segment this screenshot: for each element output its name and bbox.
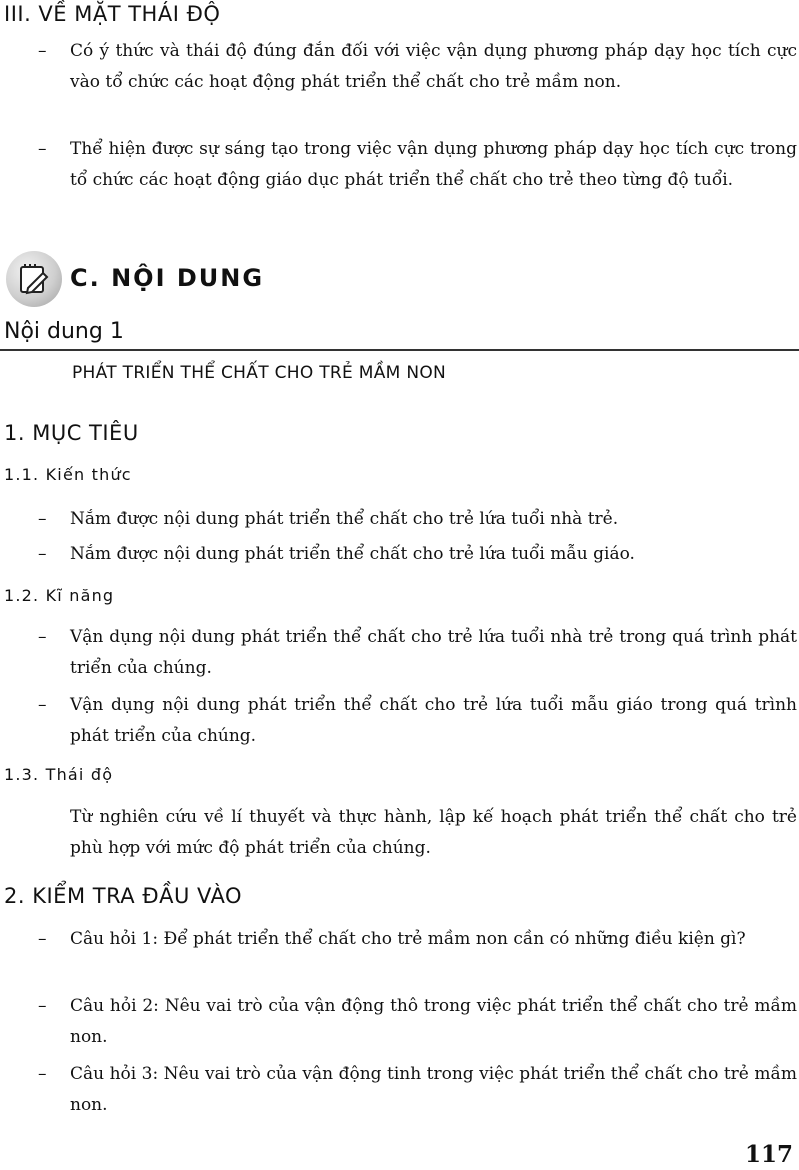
- dash-marker: –: [38, 996, 47, 1016]
- section-heading-entry-test: 2. KIỂM TRA ĐẦU VÀO: [4, 884, 243, 908]
- list-item-text: Câu hỏi 3: Nêu vai trò của vận động tinh trong việc phát triển thể chất cho trẻ mầm non.: [70, 1064, 797, 1115]
- list-item-text: Vận dụng nội dung phát triển thể chất cho trẻ lứa tuổi mẫu giáo trong quá trình phát triển của chúng.: [70, 695, 797, 746]
- list-item-text: Nắm được nội dung phát triển thể chất cho trẻ lứa tuổi mẫu giáo.: [70, 544, 635, 564]
- divider: [0, 349, 799, 351]
- subheading-attitude: 1.3. Thái độ: [4, 765, 114, 784]
- content-subtitle: PHÁT TRIỂN THỂ CHẤT CHO TRẺ MẦM NON: [72, 363, 447, 383]
- subheading-skills: 1.2. Kĩ năng: [4, 586, 115, 605]
- dash-marker: –: [38, 41, 47, 61]
- list-item-text: Thể hiện được sự sáng tạo trong việc vận dụng phương pháp dạy học tích cực trong tổ chức các hoạt động giáo dục phát triển thể chất cho trẻ theo từng độ tuổi.: [70, 139, 797, 190]
- subheading-knowledge: 1.1. Kiến thức: [4, 465, 132, 484]
- list-item-text: Câu hỏi 1: Để phát triển thể chất cho trẻ mầm non cần có những điều kiện gì?: [70, 929, 746, 949]
- dash-marker: –: [38, 695, 47, 715]
- content-title: Nội dung 1: [4, 319, 124, 344]
- dash-marker: –: [38, 544, 47, 564]
- dash-marker: –: [38, 509, 47, 529]
- dash-marker: –: [38, 627, 47, 647]
- section-heading-attitude: III. VỀ MẶT THÁI ĐỘ: [4, 2, 221, 26]
- dash-marker: –: [38, 139, 47, 159]
- notepad-pencil-icon: [6, 251, 62, 307]
- content-section-title: C. NỘI DUNG: [70, 264, 265, 292]
- section-heading-objectives: 1. MỤC TIÊU: [4, 421, 139, 445]
- attitude-paragraph: Từ nghiên cứu về lí thuyết và thực hành, lập kế hoạch phát triển thể chất cho trẻ phù hợp với mức độ phát triển của chúng.: [70, 807, 797, 858]
- list-item-text: Vận dụng nội dung phát triển thể chất cho trẻ lứa tuổi nhà trẻ trong quá trình phát triển của chúng.: [70, 627, 797, 678]
- dash-marker: –: [38, 1064, 47, 1084]
- list-item-text: Có ý thức và thái độ đúng đắn đối với việc vận dụng phương pháp dạy học tích cực vào tổ chức các hoạt động phát triển thể chất cho trẻ mầm non.: [70, 41, 797, 92]
- list-item-text: Nắm được nội dung phát triển thể chất cho trẻ lứa tuổi nhà trẻ.: [70, 509, 619, 529]
- dash-marker: –: [38, 929, 47, 949]
- page-number: 117: [744, 1141, 793, 1168]
- list-item-text: Câu hỏi 2: Nêu vai trò của vận động thô trong việc phát triển thể chất cho trẻ mầm non.: [70, 996, 797, 1047]
